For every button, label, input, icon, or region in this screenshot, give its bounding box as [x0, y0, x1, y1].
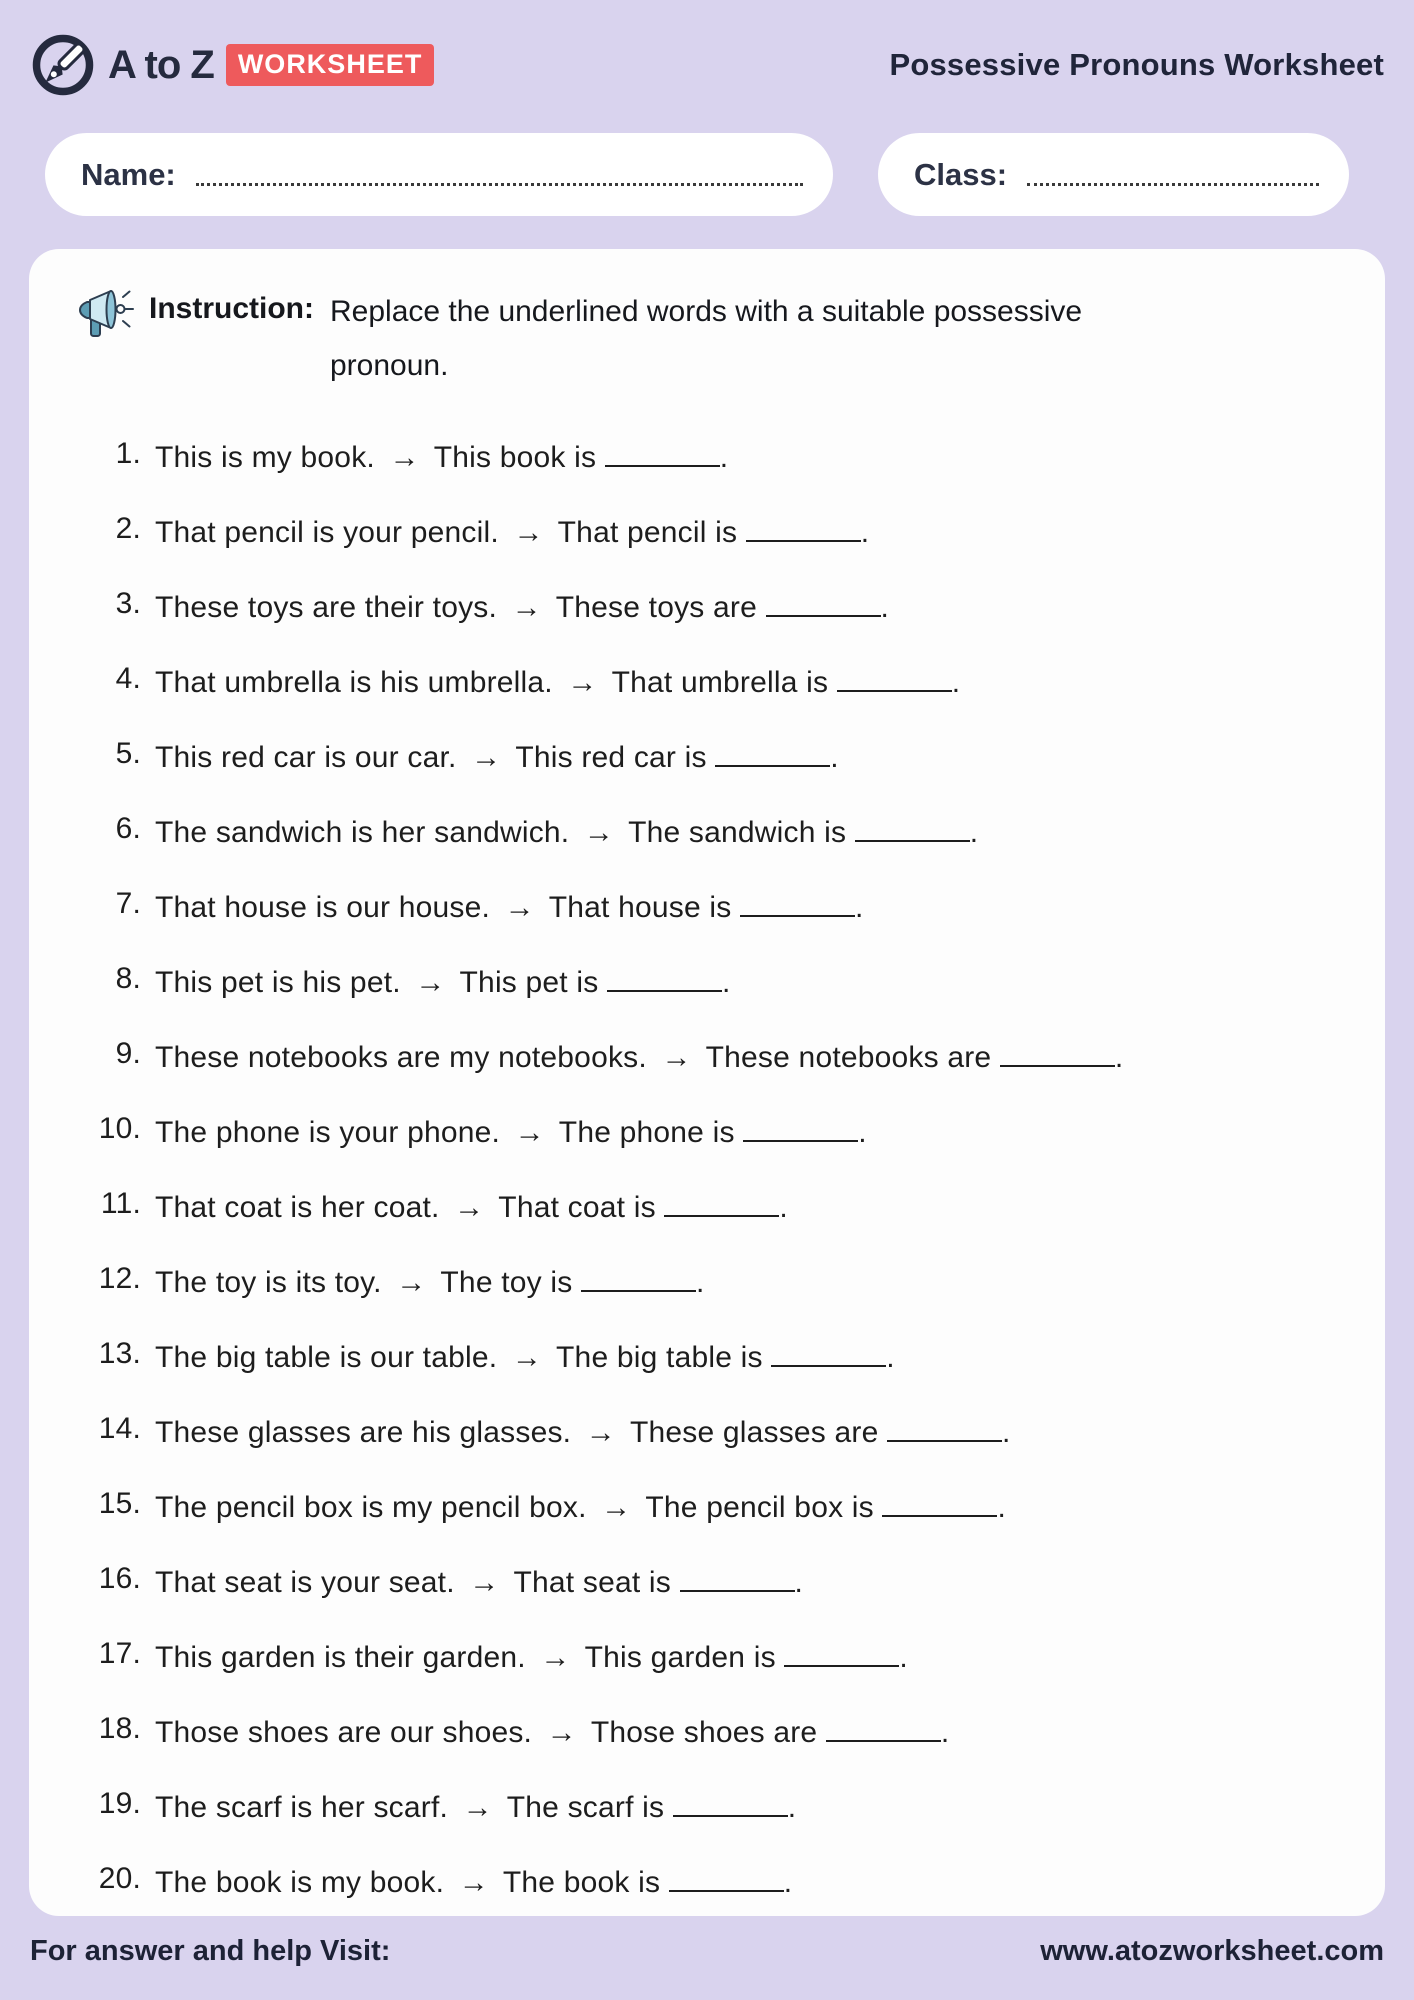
- question-sentence: That pencil is your pencil. → That pencil is .: [145, 512, 869, 550]
- instruction-row: [29, 285, 1345, 393]
- arrow-glyph: →: [601, 1491, 632, 1524]
- sentence-period: .: [855, 891, 864, 924]
- name-field: [45, 133, 833, 216]
- question-row: [29, 1637, 1345, 1712]
- question-sentence: The sandwich is her sandwich. → The sandwich is .: [145, 812, 978, 850]
- sentence-period: .: [1114, 1041, 1124, 1074]
- answer-blank[interactable]: [855, 812, 970, 842]
- arrow-glyph: →: [469, 1566, 500, 1599]
- question-row: [29, 1412, 1345, 1487]
- question-sentence: These notebooks are my notebooks. → These notebooks are .: [145, 1037, 1123, 1075]
- question-number: 3.: [115, 587, 141, 620]
- question-number: 1.: [115, 437, 141, 470]
- sentence-period: .: [787, 1791, 797, 1824]
- arrow-glyph: →: [585, 1416, 616, 1449]
- question-sentence: That umbrella is his umbrella. → That umbrella is .: [145, 662, 960, 700]
- arrow-glyph: →: [458, 1866, 489, 1899]
- sentence-period: .: [830, 741, 839, 774]
- answer-blank[interactable]: [607, 962, 722, 992]
- question-sentence: The big table is our table. → The big table is .: [145, 1337, 895, 1375]
- question-row: [29, 1562, 1345, 1637]
- question-sentence: That coat is her coat. → That coat is .: [145, 1187, 788, 1225]
- question-number: 19.: [98, 1787, 141, 1820]
- question-row: [29, 737, 1345, 812]
- answer-blank[interactable]: [746, 512, 861, 542]
- sentence-period: .: [779, 1191, 788, 1224]
- question-row: [29, 812, 1345, 887]
- sentence-period: .: [1002, 1416, 1011, 1449]
- question-sentence: This red car is our car. → This red car is .: [145, 737, 839, 775]
- question-number: 6.: [115, 812, 141, 845]
- class-label: Class:: [914, 156, 1008, 192]
- answer-blank[interactable]: [669, 1862, 784, 1892]
- answer-blank[interactable]: [673, 1787, 788, 1817]
- answer-blank[interactable]: [887, 1412, 1002, 1442]
- arrow-glyph: →: [661, 1041, 692, 1074]
- worksheet-card: [29, 249, 1385, 1916]
- class-input-line[interactable]: [1027, 183, 1319, 186]
- question-row: [29, 1337, 1345, 1412]
- name-label: Name:: [81, 156, 176, 192]
- question-number: 12.: [98, 1262, 141, 1295]
- question-number: 5.: [115, 737, 141, 770]
- question-number: 8.: [115, 962, 141, 995]
- question-sentence: This pet is his pet. → This pet is .: [145, 962, 731, 1000]
- megaphone-icon: [77, 287, 135, 341]
- question-row: [29, 1262, 1345, 1337]
- arrow-glyph: →: [462, 1791, 493, 1824]
- question-row: [29, 1187, 1345, 1262]
- question-list: [29, 437, 1345, 1937]
- arrow-glyph: →: [389, 441, 420, 474]
- footer-url: www.atozworksheet.com: [1040, 1934, 1384, 1967]
- question-number: 11.: [100, 1187, 141, 1220]
- question-number: 10.: [98, 1112, 141, 1145]
- sentence-period: .: [719, 441, 729, 474]
- name-input-line[interactable]: [196, 183, 803, 186]
- question-row: [29, 1712, 1345, 1787]
- answer-blank[interactable]: [826, 1712, 941, 1742]
- footer: [0, 1916, 1414, 2000]
- instruction-label: Instruction:: [149, 292, 314, 325]
- sentence-period: .: [899, 1641, 908, 1674]
- question-row: [29, 1112, 1345, 1187]
- question-row: [29, 1037, 1345, 1112]
- answer-blank[interactable]: [740, 887, 855, 917]
- footer-note: For answer and help Visit:: [30, 1934, 391, 1967]
- header: [0, 0, 1414, 100]
- question-row: [29, 437, 1345, 512]
- arrow-glyph: →: [511, 1341, 543, 1374]
- answer-blank[interactable]: [715, 737, 830, 767]
- sentence-period: .: [860, 516, 870, 549]
- question-number: 14.: [98, 1412, 141, 1445]
- arrow-glyph: →: [567, 666, 598, 699]
- answer-blank[interactable]: [605, 437, 720, 467]
- page-title: Possessive Pronouns Worksheet: [889, 47, 1384, 82]
- sentence-period: .: [940, 1716, 950, 1749]
- question-row: [29, 587, 1345, 662]
- arrow-glyph: →: [396, 1266, 427, 1299]
- answer-blank[interactable]: [837, 662, 952, 692]
- answer-blank[interactable]: [680, 1562, 795, 1592]
- arrow-glyph: →: [514, 1116, 545, 1149]
- sentence-period: .: [794, 1566, 804, 1599]
- sentence-period: .: [886, 1341, 895, 1374]
- question-number: 4.: [115, 662, 141, 695]
- question-sentence: That house is our house. → That house is .: [145, 887, 864, 925]
- question-number: 7.: [115, 887, 141, 920]
- sentence-period: .: [696, 1266, 705, 1299]
- question-row: [29, 662, 1345, 737]
- answer-blank[interactable]: [743, 1112, 858, 1142]
- arrow-glyph: →: [546, 1716, 577, 1749]
- sentence-period: .: [997, 1491, 1006, 1524]
- question-sentence: The scarf is her scarf. → The scarf is .: [145, 1787, 796, 1825]
- question-row: [29, 962, 1345, 1037]
- arrow-glyph: →: [511, 591, 542, 624]
- question-number: 13.: [98, 1337, 141, 1370]
- arrow-glyph: →: [583, 816, 615, 849]
- answer-blank[interactable]: [581, 1262, 696, 1292]
- answer-blank[interactable]: [1000, 1037, 1115, 1067]
- arrow-glyph: →: [415, 966, 446, 999]
- question-sentence: These toys are their toys. → These toys are .: [145, 587, 889, 625]
- logo-badge: WORKSHEET: [226, 44, 435, 86]
- sentence-period: .: [858, 1116, 867, 1149]
- arrow-glyph: →: [513, 516, 544, 549]
- question-row: [29, 1487, 1345, 1562]
- arrow-glyph: →: [504, 891, 535, 924]
- question-number: 2.: [115, 512, 141, 545]
- arrow-glyph: →: [540, 1641, 571, 1674]
- answer-blank[interactable]: [771, 1337, 886, 1367]
- answer-blank[interactable]: [664, 1187, 779, 1217]
- question-number: 20.: [98, 1862, 141, 1895]
- sentence-period: .: [880, 591, 890, 624]
- question-sentence: This garden is their garden. → This garden is .: [145, 1637, 908, 1675]
- instruction-text: Replace the underlined words with a suitable possessive pronoun.: [330, 295, 1083, 382]
- question-number: 18.: [98, 1712, 141, 1745]
- question-sentence: The pencil box is my pencil box. → The pencil box is .: [145, 1487, 1006, 1525]
- sentence-period: .: [969, 816, 979, 849]
- logo-text: A to Z: [108, 42, 214, 87]
- question-sentence: The phone is your phone. → The phone is .: [145, 1112, 867, 1150]
- sentence-period: .: [951, 666, 961, 699]
- sentence-period: .: [783, 1866, 793, 1899]
- answer-blank[interactable]: [766, 587, 881, 617]
- question-row: [29, 887, 1345, 962]
- answer-blank[interactable]: [784, 1637, 899, 1667]
- question-sentence: The toy is its toy. → The toy is .: [145, 1262, 705, 1300]
- class-field: [878, 133, 1349, 216]
- arrow-glyph: →: [454, 1191, 485, 1224]
- question-sentence: Those shoes are our shoes. → Those shoes are .: [145, 1712, 949, 1750]
- answer-blank[interactable]: [882, 1487, 997, 1517]
- question-number: 17.: [98, 1637, 141, 1670]
- arrow-glyph: →: [471, 741, 502, 774]
- fields-row: [0, 133, 1414, 216]
- question-sentence: The book is my book. → The book is .: [145, 1862, 792, 1900]
- question-sentence: That seat is your seat. → That seat is .: [145, 1562, 803, 1600]
- question-number: 16.: [98, 1562, 141, 1595]
- sentence-period: .: [722, 966, 731, 999]
- question-row: [29, 512, 1345, 587]
- question-sentence: This is my book. → This book is .: [145, 437, 728, 475]
- pen-circle-icon: [30, 32, 96, 98]
- logo: [30, 32, 434, 98]
- question-sentence: These glasses are his glasses. → These glasses are .: [145, 1412, 1011, 1450]
- question-row: [29, 1787, 1345, 1862]
- question-number: 9.: [115, 1037, 141, 1070]
- question-number: 15.: [98, 1487, 141, 1520]
